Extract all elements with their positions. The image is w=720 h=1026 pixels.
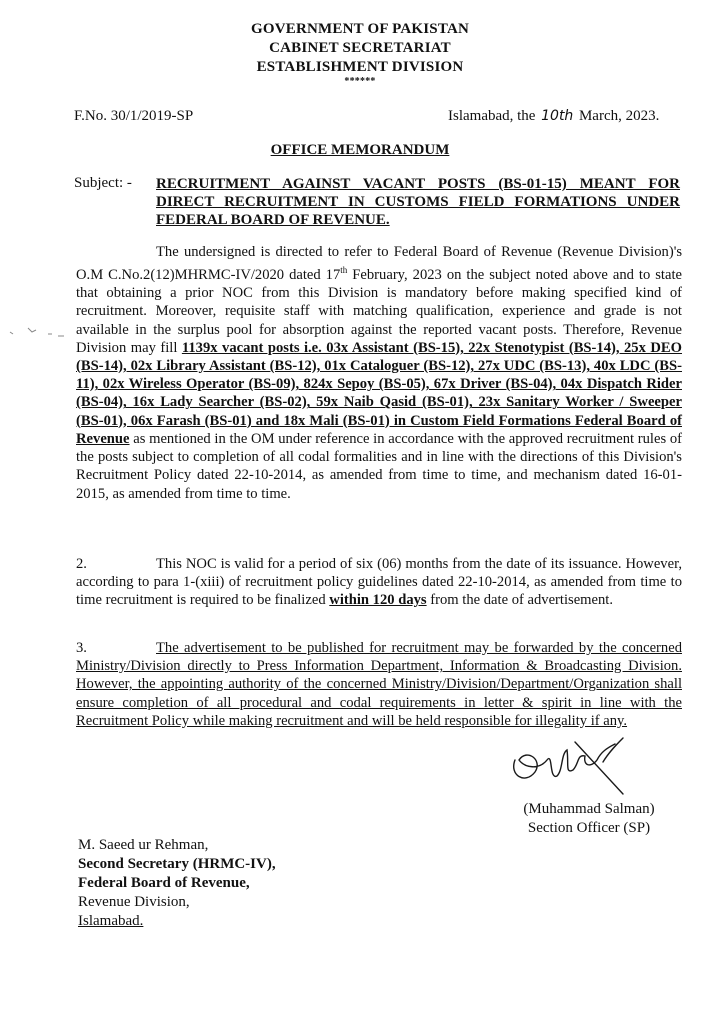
date-day-handwritten: 10th [541, 108, 574, 124]
date-suffix: March, 2023. [578, 108, 660, 124]
para1-vacant-posts-list: 1139x vacant posts i.e. 03x Assistant (BS-15), 22x Stenotypist (BS-14), 25x DEO (BS-14), 02x Library Assistant (BS-12), 01x Cataloguer (BS-12), 27x UDC (BS-13), 40x LDC (BS-11), 02x Wireless Operator (BS-09), 824x Sepoy (BS-05), 67x Driver (BS-04), 04x Dispatch Rider (BS-04), 16x Lady Searcher (BS-02), 59x Naib Qasid (BS-01), 23x Sanitary Worker / Sweeper (BS-01), 06x Farash (BS-01) and 18x Mali (BS-01) in Custom Field Formations Federal Board of Revenue [76, 339, 682, 447]
addressee-division: Revenue Division, [78, 894, 190, 910]
memo-title: OFFICE MEMORANDUM [270, 142, 450, 158]
subject-text: RECRUITMENT AGAINST VACANT POSTS (BS-01-15) MEANT FOR DIRECT RECRUITMENT IN CUSTOMS FIELD FORMATIONS UNDER FEDERAL BOARD OF REVENUE. [156, 176, 680, 228]
para2-text-start: This NOC is valid for a period of six (06) months from the date of its issuance. However, according to para 1-(xiii) of recruitment policy guidelines dated 22-10-2014, as amended from time to time recruitment is required to be finalized [76, 556, 682, 609]
para2-text-end: from the date of advertisement. [426, 592, 614, 609]
date-line [448, 108, 659, 125]
addressee-block [78, 836, 276, 931]
para3-text: The advertisement to be published for recruitment may be forwarded by the concerned Ministry/Division directly to Press Information Department, Information & Broadcasting Division. However, the appointing authority of the concerned Ministry/Division/Department/Organization shall ensure completion of all procedural and codal requirements in letter & spirit in line with the Recruitment Policy while making recruitment and will be held responsible for illegality if any. [76, 640, 682, 729]
scan-margin-mark [8, 322, 68, 340]
para1-superscript: th [340, 265, 348, 276]
date-prefix: Islamabad, the [448, 108, 536, 124]
signatory-name: (Muhammad Salman) [523, 801, 655, 817]
para2-deadline: within 120 days [329, 592, 427, 609]
letterhead-government: GOVERNMENT OF PAKISTAN [250, 21, 470, 37]
addressee-title: Second Secretary (HRMC-IV), [78, 856, 276, 872]
para3-number: 3. [76, 640, 87, 656]
signatory-block [514, 800, 664, 838]
letterhead [0, 20, 720, 87]
paragraph-2 [76, 555, 682, 610]
handwritten-signature [505, 730, 640, 800]
para1-text-middle: February, 2023 on the subject noted above and to state that obtaining a prior NOC from this Division is mandatory before making specified kind of recruitment. Moreover, requisite staff with matching qualification, experience and grade is not available in the surplus pool for absorption against the reported vacant posts. Therefore, Revenue Division may fill [76, 267, 682, 356]
addressee-city: Islamabad. [78, 913, 144, 929]
letterhead-secretariat: CABINET SECRETARIAT [269, 40, 451, 56]
subject-label: Subject: - [74, 175, 132, 191]
letterhead-division: ESTABLISHMENT DIVISION [256, 59, 464, 75]
file-number: F.No. 30/1/2019-SP [74, 108, 194, 124]
addressee-name: M. Saeed ur Rehman, [78, 837, 209, 853]
para1-text-start: The undersigned is directed to refer to Federal Board of Revenue (Revenue Division)'s O.M C.No.2(12)MHRMC-IV/2020 dated 17 [76, 244, 682, 284]
para1-text-end: as mentioned in the OM under reference in accordance with the approved recruitment rules of the posts subject to completion of all codal formalities and in line with the directions of this Division's Recruitment Policy dated 22-10-2014, as amended from time to time, and mechanism dated 16-01-2015, as amended from time to time. [76, 430, 682, 502]
letterhead-stars: ****** [344, 76, 376, 87]
paragraph-1 [76, 243, 682, 503]
paragraph-3 [76, 639, 682, 730]
addressee-organization: Federal Board of Revenue, [78, 875, 250, 891]
para2-number: 2. [76, 556, 87, 572]
signatory-designation: Section Officer (SP) [527, 820, 651, 836]
